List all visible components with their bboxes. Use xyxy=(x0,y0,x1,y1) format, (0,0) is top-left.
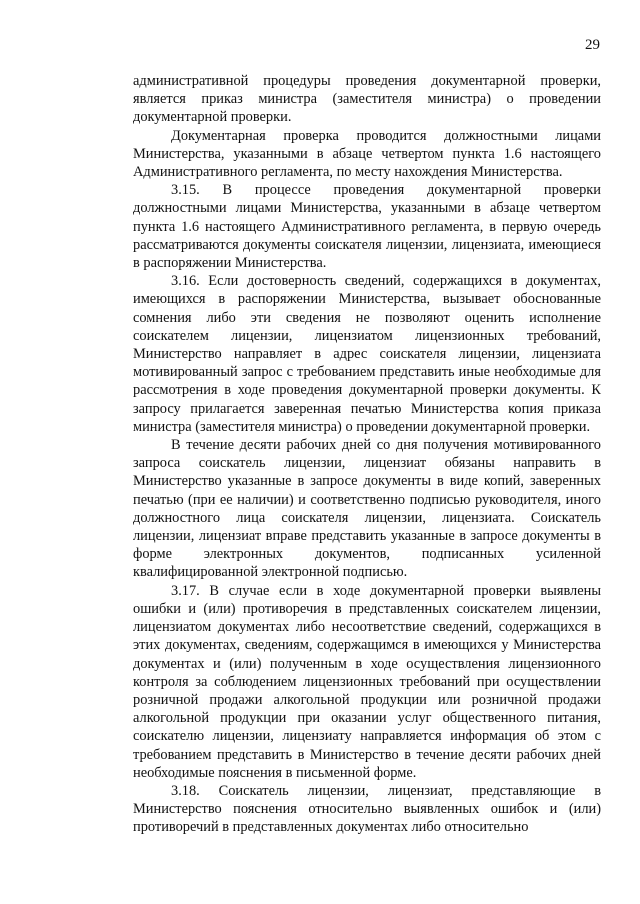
paragraph-3-17: 3.17. В случае если в ходе документарной проверки выявлены ошибки и (или) противоречия в представленных соискателем лицензии, лицензиатом документах либо несоответствие сведений, содержащихся в этих документах, сведениям, содержащимся в имеющихся у Министерства документах и (или) полученным в ходе осуществления лицензионного контроля за соблюдением лицензионных требований при осуществлении розничной продажи алкогольной продукции или розничной продажи алкогольной продукции при оказании услуг общественного питания, соискателю лицензии, лицензиату направляется информация об этом с требованием представить в Министерство в течение десяти рабочих дней необходимые пояснения в письменной форме. xyxy=(133,582,601,781)
paragraph-documentary-check-officials: Документарная проверка проводится должностными лицами Министерства, указанными в абзаце четвертом пункта 1.6 настоящего Административного регламента, по месту нахождения Министерства. xyxy=(133,127,601,181)
document-body xyxy=(133,72,601,837)
paragraph-3-15: 3.15. В процессе проведения документарной проверки должностными лицами Министерства, указанными в абзаце четвертом пункта 1.6 настоящего Административного регламента, в первую очередь рассматриваются документы соискателя лицензии, лицензиата, имеющиеся в распоряжении Министерства. xyxy=(133,182,601,272)
paragraph-3-16: 3.16. Если достоверность сведений, содержащихся в документах, имеющихся в распоряжении Министерства, вызывает обоснованные сомнения либо эти сведения не позволяют оценить исполнение соискателем лицензии, лицензиатом лицензионных требований, Министерство направляет в адрес соискателя лицензии, лицензиата мотивированный запрос с требованием представить иные необходимые для рассмотрения в ходе проведения документарной проверки документы. К запросу прилагается заверенная печатью Министерства копия приказа министра (заместителя министра) о проведении документарной проверки. xyxy=(133,273,601,435)
paragraph-3-18: 3.18. Соискатель лицензии, лицензиат, представляющие в Министерство пояснения относительно выявленных ошибок и (или) противоречий в представленных документах либо относительно xyxy=(133,782,601,836)
paragraph-ten-working-days: В течение десяти рабочих дней со дня получения мотивированного запроса соискатель лицензии, лицензиат обязаны направить в Министерство указанные в запросе документы в виде копий, заверенных печатью (при ее наличии) и соответственно подписью руководителя, иного должностного лица соискателя лицензии, лицензиата. Соискатель лицензии, лицензиат вправе представить указанные в запросе документы в форме электронных документов, подписанных усиленной квалифицированной электронной подписью. xyxy=(133,437,601,581)
paragraph-continuation: административной процедуры проведения документарной проверки, является приказ министра (заместителя министра) о проведении документарной проверки. xyxy=(133,73,601,126)
page-number: 29 xyxy=(585,37,600,53)
